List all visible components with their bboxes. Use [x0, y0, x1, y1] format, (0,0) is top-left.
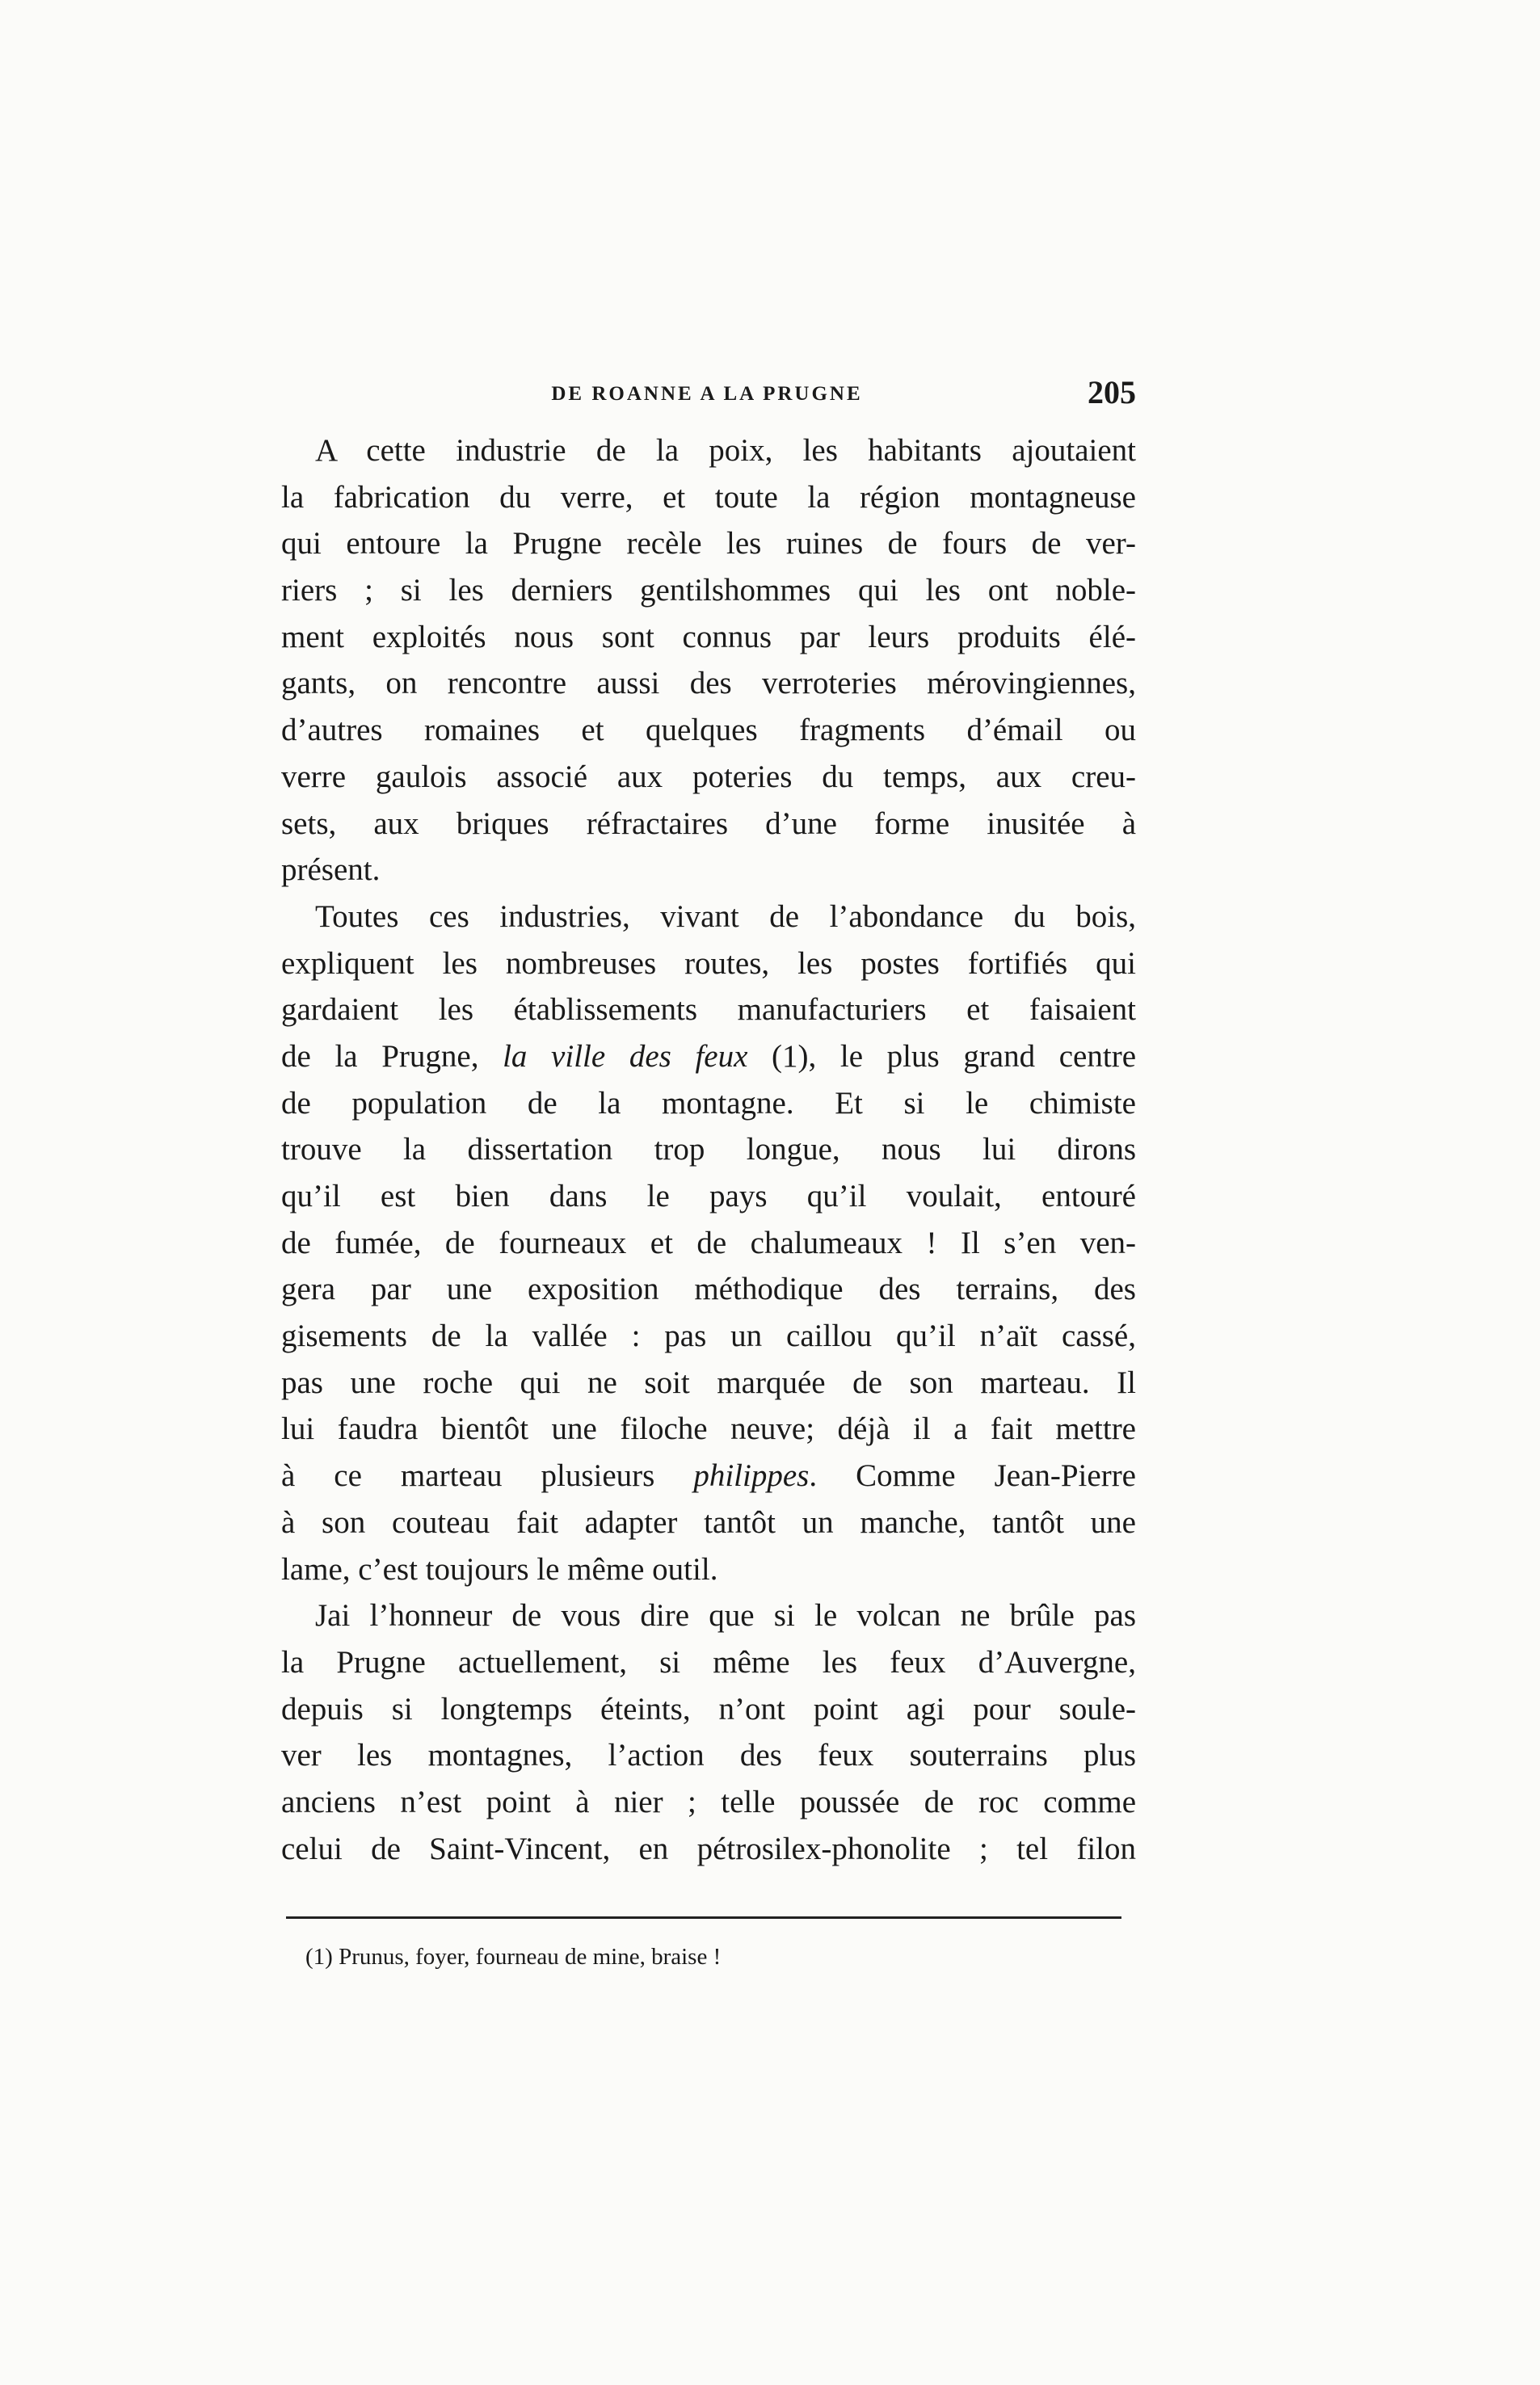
text-segment: de la Prugne,: [281, 1038, 503, 1074]
text-line: trouve la dissertation trop longue, nous lui dirons: [281, 1132, 1136, 1167]
text-line: [281, 1033, 1136, 1080]
text-line: à son couteau fait adapter tantôt un manche, tantôt une: [281, 1504, 1136, 1540]
text-line: ment exploités nous sont connus par leurs produits élé-: [281, 619, 1136, 654]
text-line: celui de Saint-Vincent, en pétrosilex-phonolite ; tel filon: [281, 1831, 1136, 1866]
text-line: ver les montagnes, l’action des feux souterrains plus: [281, 1738, 1136, 1773]
text-line: gera par une exposition méthodique des terrains, des: [281, 1272, 1136, 1307]
text-segment: . Comme Jean-Pierre: [809, 1458, 1136, 1494]
text-line: verre gaulois associé aux poteries du temps, aux creu-: [281, 759, 1136, 794]
italic-phrase: philippes: [693, 1458, 810, 1494]
text-line: Toutes ces industries, vivant de l’abondance du bois,: [315, 898, 1136, 934]
text-segment: (1), le plus grand centre: [747, 1038, 1136, 1074]
text-line: expliquent les nombreuses routes, les postes fortifiés qui: [281, 945, 1136, 981]
text-line: [281, 1453, 1136, 1500]
text-line: riers ; si les derniers gentilshommes qui les ont noble-: [281, 573, 1136, 608]
text-line: depuis si longtemps éteints, n’ont point agi pour soule-: [281, 1691, 1136, 1727]
footnote: (1) Prunus, foyer, fourneau de mine, braise !: [305, 1944, 722, 1970]
text-line: présent.: [281, 852, 381, 888]
text-line: gisements de la vallée : pas un caillou qu’il n’aït cassé,: [281, 1319, 1136, 1354]
text-line: la Prugne actuellement, si même les feux d’Auvergne,: [281, 1644, 1136, 1680]
text-line: lui faudra bientôt une filoche neuve; déjà il a fait mettre: [281, 1411, 1136, 1447]
text-line: lame, c’est toujours le même outil.: [281, 1551, 718, 1587]
text-line: pas une roche qui ne soit marquée de son marteau. Il: [281, 1365, 1136, 1400]
text-line: Jai l’honneur de vous dire que si le volcan ne brûle pas: [315, 1598, 1136, 1634]
text-line: de population de la montagne. Et si le chimiste: [281, 1085, 1136, 1121]
text-line: qu’il est bien dans le pays qu’il voulait, entouré: [281, 1179, 1136, 1214]
text-line: gardaient les établissements manufacturiers et faisaient: [281, 992, 1136, 1028]
text-segment: à ce marteau plusieurs: [281, 1458, 694, 1494]
running-head: DE ROANNE A LA PRUGNE: [551, 383, 863, 405]
page-number: 205: [1088, 374, 1136, 410]
text-line: de fumée, de fourneaux et de chalumeaux ! Il s’en ven-: [281, 1225, 1136, 1260]
text-line: qui entoure la Prugne recèle les ruines de fours de ver-: [281, 526, 1136, 562]
body-text: [281, 427, 1136, 1872]
footnote-divider: [286, 1916, 1121, 1919]
text-line: anciens n’est point à nier ; telle poussée de roc comme: [281, 1784, 1136, 1819]
italic-phrase: la ville des feux: [503, 1038, 748, 1074]
text-line: A cette industrie de la poix, les habitants ajoutaient: [315, 433, 1136, 468]
text-line: d’autres romaines et quelques fragments d’émail ou: [281, 713, 1136, 748]
text-line: la fabrication du verre, et toute la région montagneuse: [281, 479, 1136, 515]
text-line: sets, aux briques réfractaires d’une forme inusitée à: [281, 806, 1136, 841]
text-line: gants, on rencontre aussi des verroteries mérovingiennes,: [281, 666, 1136, 701]
